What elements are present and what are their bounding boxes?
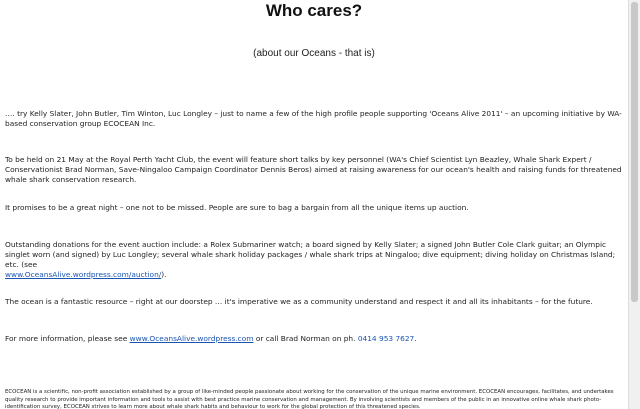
footer-about-ecocean: ECOCEAN is a scientific, non-profit association established by a group of like-minded people passionate about working for the conservation of the unique marine environment. ECOCEAN encourages, facilitates, and undertakes quality research to provide important information and tools to assist with best practice marine conservation and management. By involving scientists and members of the public in an innovative online whale shark photo-identification survey, ECOCEAN strives to learn more about whale shark habits and behaviour to work for the global protection of this threatened species. <box>5 389 614 409</box>
page-subtitle: (about our Oceans - that is) <box>253 48 375 59</box>
paragraph-ocean-resource: The ocean is a fantastic resource – right at our doorstep … it's imperative we as a community understand and respect it and all its inhabitants – for the future. <box>5 297 593 306</box>
more-info-call: or call Brad Norman on ph. <box>255 334 356 343</box>
more-info-end: . <box>414 334 417 343</box>
paragraph-auction-donations <box>5 240 627 280</box>
paragraph-more-info <box>5 334 627 344</box>
auction-link[interactable]: www.OceansAlive.wordpress.com/auction/ <box>5 270 162 279</box>
phone-number: 0414 953 7627 <box>357 334 415 343</box>
auction-donations-text: Outstanding donations for the event auction include: a Rolex Submariner watch; a board signed by Kelly Slater; a signed John Butler Cole Clark guitar; an Olympic singlet worn (and signed) by Luc Longley; several whale shark holiday packages / whale shark trips at Ningaloo; dive equipment; diving holiday on Christmas Island; etc. (see <box>5 240 616 269</box>
paragraph-supporters: …. try Kelly Slater, John Butler, Tim Winton, Luc Longley – just to name a few of the high profile people supporting 'Oceans Alive 2011' – an upcoming initiative by WA-based conservation group ECOCEAN Inc. <box>5 109 622 128</box>
more-info-lead: For more information, please see <box>5 334 128 343</box>
oceans-alive-link[interactable]: www.OceansAlive.wordpress.com <box>129 334 254 343</box>
scrollbar-thumb[interactable] <box>631 2 638 302</box>
auction-link-suffix: ). <box>161 270 167 279</box>
vertical-scrollbar[interactable] <box>628 0 640 409</box>
paragraph-event-details: To be held on 21 May at the Royal Perth Yacht Club, the event will feature short talks by key personnel (WA's Chief Scientist Lyn Beazley, Whale Shark Expert / Conservationist Brad Norman, Save-Ningaloo Campaign Coordinator Dennis Beros) aimed at raising awareness for our ocean's health and raising funds for threatened whale shark conservation research. <box>5 155 622 184</box>
page-title: Who cares? <box>265 1 363 20</box>
paragraph-great-night: It promises to be a great night – one not to be missed. People are sure to bag a bargain from all the unique items up auction. <box>5 203 469 212</box>
